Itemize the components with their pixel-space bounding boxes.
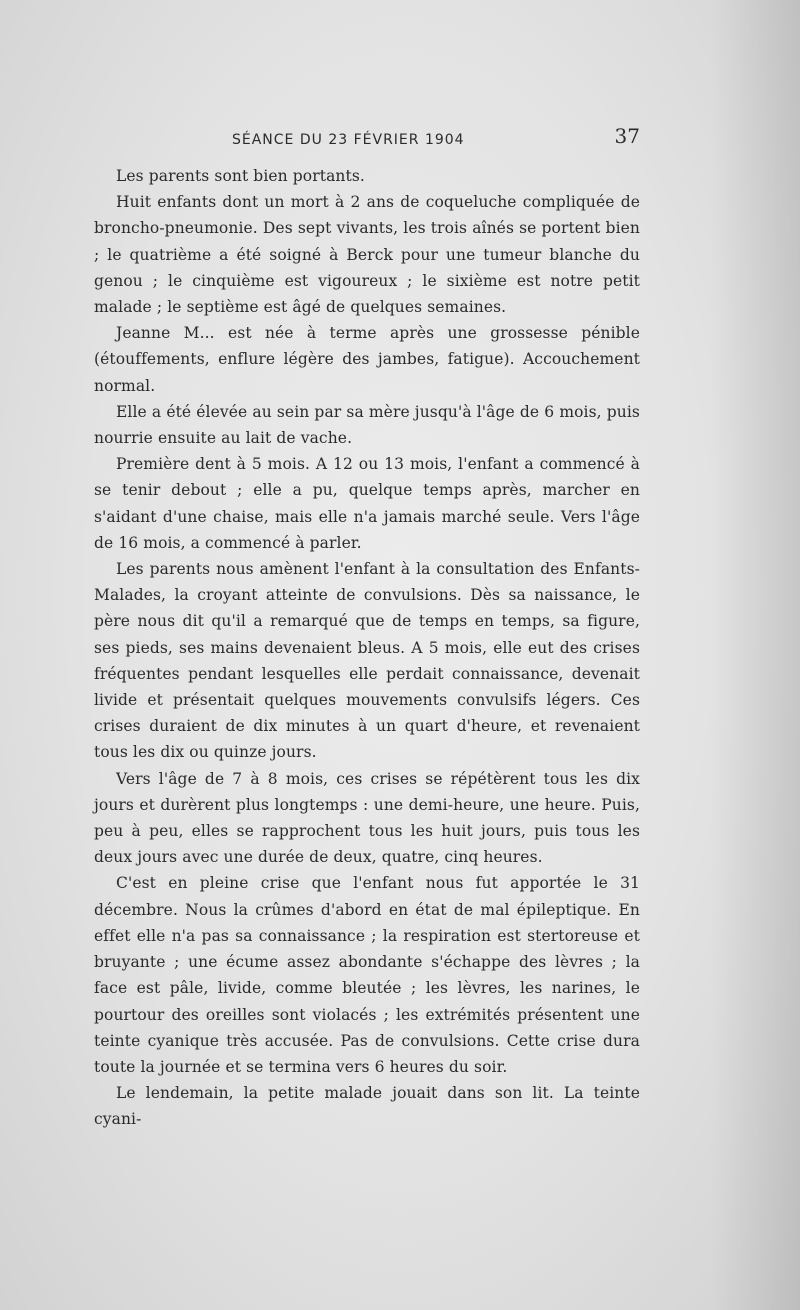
paragraph: Elle a été élevée au sein par sa mère jusqu'à l'âge de 6 mois, puis nourrie ensuite au lait de vache. xyxy=(94,402,640,448)
paragraph: Vers l'âge de 7 à 8 mois, ces crises se répétèrent tous les dix jours et durèrent plus longtemps : une demi-heure, une heure. Puis, peu à peu, elles se rapprochent tous les huit jours, puis tous les deux jours avec une durée de deux, quatre, cinq heures. xyxy=(94,769,640,867)
page-header xyxy=(92,124,640,152)
paragraph: C'est en pleine crise que l'enfant nous fut apportée le 31 décembre. Nous la crûmes d'abord en état de mal épileptique. En effet elle n'a pas sa connaissance ; la respiration est stertoreuse et bruyante ; une écume assez abondante s'échappe des lèvres ; la face est pâle, livide, comme bleutée ; les lèvres, les narines, le pourtour des oreilles sont violacés ; les extrémités présentent une teinte cyanique très accusée. Pas de convulsions. Cette crise dura toute la journée et se termina vers 6 heures du soir. xyxy=(94,874,640,1076)
paragraph: Première dent à 5 mois. A 12 ou 13 mois, l'enfant a commencé à se tenir debout ; elle a pu, quelque temps après, marcher en s'aidant d'une chaise, mais elle n'a jamais marché seule. Vers l'âge de 16 mois, a commencé à parler. xyxy=(94,455,640,552)
page-number: 37 xyxy=(614,124,640,148)
paragraph: Huit enfants dont un mort à 2 ans de coqueluche compliquée de broncho-pneumonie. Des sept vivants, les trois aînés se portent bien ; le quatrième a été soigné à Berck pour une tumeur blanche du genou ; le cinquième est vigoureux ; le sixième est notre petit malade ; le septième est âgé de quelques semaines. xyxy=(94,193,640,317)
paragraph: Le lendemain, la petite malade jouait dans son lit. La teinte cyani- xyxy=(94,1084,640,1129)
body-text xyxy=(94,163,640,1133)
paragraph: Les parents sont bien portants. xyxy=(116,167,365,185)
paragraph: Jeanne M... est née à terme après une grossesse pénible (étouffements, enflure légère des jambes, fatigue). Accouchement normal. xyxy=(94,324,640,395)
running-title: SÉANCE DU 23 FÉVRIER 1904 xyxy=(232,132,465,148)
paragraph: Les parents nous amènent l'enfant à la consultation des Enfants-Malades, la croyant atteinte de convulsions. Dès sa naissance, le père nous dit qu'il a remarqué que de temps en temps, sa figure, ses pieds, ses mains devenaient bleus. A 5 mois, elle eut des crises fréquentes pendant lesquelles elle perdait connaissance, devenait livide et présentait quelques mouvements convulsifs légers. Ces crises duraient de dix minutes à un quart d'heure, et revenaient tous les dix ou quinze jours. xyxy=(94,560,640,762)
